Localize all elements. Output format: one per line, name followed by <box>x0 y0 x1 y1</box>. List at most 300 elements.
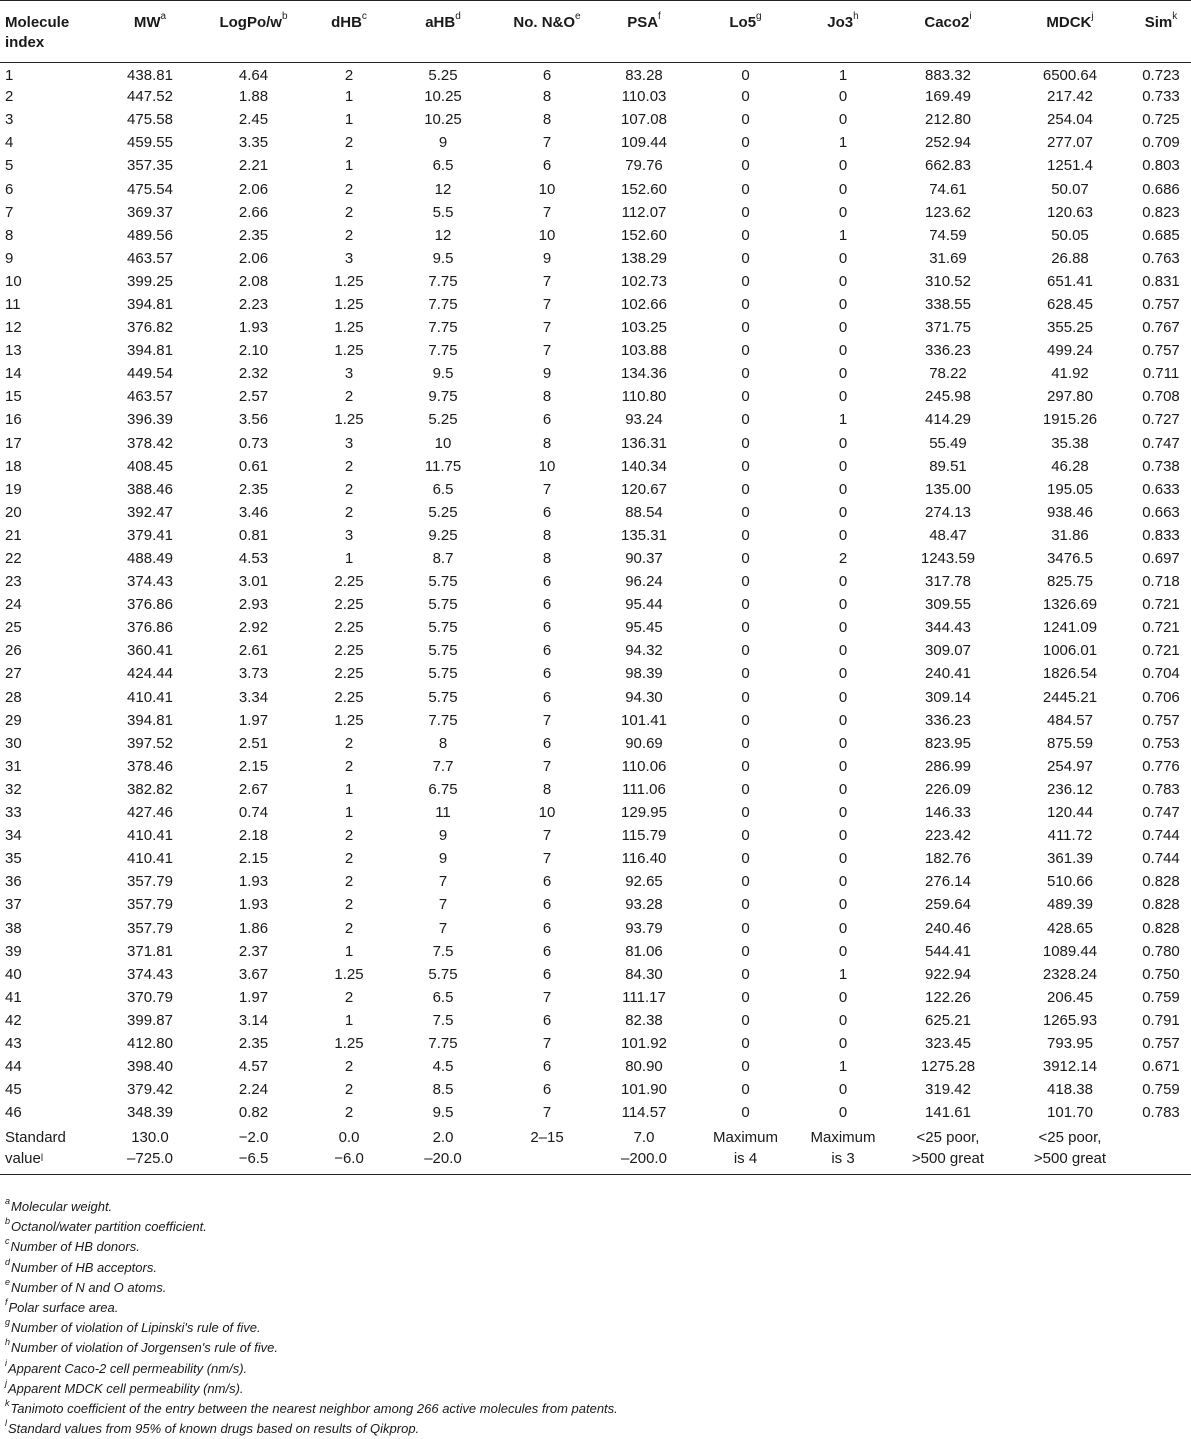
cell-psa: 102.66 <box>621 295 667 313</box>
cell-sim: 0.744 <box>1142 827 1180 845</box>
table-row <box>0 1056 1191 1079</box>
footnotes <box>5 1197 1135 1439</box>
cell-mdck: 499.24 <box>1047 342 1093 360</box>
column-header-label: MDCK <box>1046 14 1092 31</box>
table-row <box>0 363 1191 386</box>
cell-psa: 107.08 <box>621 111 667 129</box>
cell-molecule-index: 17 <box>5 434 22 452</box>
table-row <box>0 155 1191 178</box>
column-header-psa <box>596 1 692 63</box>
cell-no-n-o: 8 <box>542 88 552 106</box>
cell-no-n-o: 10 <box>538 457 556 475</box>
cell-mw: 379.41 <box>127 526 173 544</box>
cell-psa: 110.80 <box>621 388 667 406</box>
cell-lo5: 0 <box>741 850 750 868</box>
cell-ahb: 9.5 <box>432 365 454 383</box>
cell-caco2: 344.43 <box>925 619 971 637</box>
standard-value-line: Maximum <box>810 1128 876 1146</box>
cell-jo3: 1 <box>838 1058 848 1076</box>
cell-no-n-o: 9 <box>542 365 552 383</box>
cell-dhb: 2 <box>344 827 354 845</box>
cell-jo3: 0 <box>838 827 848 845</box>
cell-caco2: 309.07 <box>925 642 971 660</box>
cell-caco2: 240.46 <box>925 919 971 937</box>
cell-logpo-w: 1.97 <box>238 711 269 729</box>
column-header-dhb <box>310 1 388 63</box>
cell-jo3: 1 <box>838 965 848 983</box>
footnote-k <box>5 1399 1135 1419</box>
cell-sim: 0.753 <box>1142 734 1180 752</box>
cell-dhb: 2 <box>344 850 354 868</box>
cell-lo5: 0 <box>741 1034 750 1052</box>
column-header-molecule-index <box>0 1 103 63</box>
cell-sim: 0.759 <box>1142 988 1180 1006</box>
cell-molecule-index: 10 <box>5 272 22 290</box>
cell-logpo-w: 3.01 <box>238 573 269 591</box>
cell-psa: 90.37 <box>625 550 663 568</box>
cell-lo5: 0 <box>741 526 750 544</box>
cell-molecule-index: 16 <box>5 411 22 429</box>
cell-logpo-w: 2.18 <box>238 827 269 845</box>
column-header-label: dHB <box>331 14 362 31</box>
cell-mw: 396.39 <box>127 411 173 429</box>
column-header-mw <box>103 1 197 63</box>
cell-logpo-w: 1.88 <box>238 88 269 106</box>
table-row <box>0 1009 1191 1032</box>
cell-psa: 103.25 <box>621 319 667 337</box>
cell-mdck: 411.72 <box>1047 827 1093 845</box>
cell-dhb: 3 <box>344 526 354 544</box>
cell-lo5: 0 <box>741 226 750 244</box>
footnote-text: Apparent Caco-2 cell permeability (nm/s). <box>8 1360 248 1376</box>
cell-dhb: 1.25 <box>334 711 364 729</box>
cell-sim: 0.704 <box>1142 665 1180 683</box>
cell-jo3: 0 <box>838 480 848 498</box>
cell-logpo-w: 2.93 <box>238 596 269 614</box>
cell-psa: 120.67 <box>621 480 667 498</box>
cell-mw: 438.81 <box>127 67 173 85</box>
cell-dhb: 2 <box>344 67 354 85</box>
cell-caco2: 135.00 <box>925 480 971 498</box>
cell-mdck: 2445.21 <box>1042 688 1098 706</box>
table-row <box>0 86 1191 109</box>
cell-mw: 412.80 <box>127 1034 173 1052</box>
standard-value-line: 2.0 <box>432 1128 454 1146</box>
cell-mw: 371.81 <box>127 942 173 960</box>
cell-mw: 399.25 <box>127 272 173 290</box>
cell-psa: 112.07 <box>621 203 667 221</box>
cell-psa: 94.32 <box>625 642 663 660</box>
cell-molecule-index: 46 <box>5 1104 22 1122</box>
cell-no-n-o: 7 <box>542 342 552 360</box>
cell-mw: 410.41 <box>127 850 173 868</box>
cell-psa: 98.39 <box>625 665 663 683</box>
cell-no-n-o: 6 <box>542 619 552 637</box>
footnote-l <box>5 1419 1135 1439</box>
cell-no-n-o: 6 <box>542 67 552 85</box>
cell-mdck: 361.39 <box>1047 850 1093 868</box>
cell-no-n-o: 8 <box>542 434 552 452</box>
cell-jo3: 0 <box>838 873 848 891</box>
cell-caco2: 625.21 <box>925 1011 971 1029</box>
cell-molecule-index: 38 <box>5 919 22 937</box>
cell-logpo-w: 2.51 <box>238 734 269 752</box>
column-header-sim <box>1131 1 1191 63</box>
cell-jo3: 0 <box>838 111 848 129</box>
cell-psa: 102.73 <box>621 272 667 290</box>
table-row <box>0 409 1191 432</box>
standard-value-line: −6.0 <box>334 1149 364 1167</box>
cell-mw: 394.81 <box>127 342 173 360</box>
cell-jo3: 0 <box>838 596 848 614</box>
cell-lo5: 0 <box>741 573 750 591</box>
cell-psa: 93.28 <box>625 896 663 914</box>
cell-sim: 0.763 <box>1142 249 1180 267</box>
cell-caco2: 414.29 <box>925 411 971 429</box>
cell-mw: 394.81 <box>127 711 173 729</box>
cell-lo5: 0 <box>741 827 750 845</box>
cell-jo3: 0 <box>838 804 848 822</box>
cell-ahb: 9.75 <box>428 388 458 406</box>
footnote-mark: b <box>5 1216 11 1227</box>
cell-mw: 376.82 <box>127 319 173 337</box>
cell-sim: 0.697 <box>1142 550 1180 568</box>
cell-ahb: 12 <box>434 180 452 198</box>
footnote-mark: h <box>853 11 859 22</box>
cell-ahb: 4.5 <box>432 1058 454 1076</box>
cell-molecule-index: 34 <box>5 827 22 845</box>
cell-no-n-o: 7 <box>542 319 552 337</box>
cell-molecule-index: 37 <box>5 896 22 914</box>
cell-sim: 0.828 <box>1142 919 1180 937</box>
cell-ahb: 10.25 <box>424 111 462 129</box>
cell-mw: 398.40 <box>127 1058 173 1076</box>
cell-sim: 0.727 <box>1142 411 1180 429</box>
cell-molecule-index: 32 <box>5 780 22 798</box>
standard-value-line: –725.0 <box>127 1149 173 1167</box>
cell-ahb: 9.25 <box>428 526 458 544</box>
footnote-mark: e <box>575 11 581 22</box>
cell-jo3: 0 <box>838 665 848 683</box>
cell-ahb: 8.5 <box>432 1081 454 1099</box>
table-row <box>0 1032 1191 1055</box>
cell-ahb: 5.75 <box>428 642 458 660</box>
standard-value-cell <box>197 1125 310 1175</box>
cell-psa: 111.17 <box>622 988 666 1006</box>
cell-molecule-index: 24 <box>5 596 22 614</box>
standard-value-line: Maximum <box>712 1128 778 1146</box>
table-row <box>0 825 1191 848</box>
footnote-b <box>5 1217 1135 1237</box>
cell-caco2: 182.76 <box>925 850 971 868</box>
cell-ahb: 11.75 <box>424 457 462 475</box>
cell-caco2: 371.75 <box>925 319 971 337</box>
cell-sim: 0.721 <box>1142 596 1180 614</box>
cell-psa: 88.54 <box>625 503 663 521</box>
cell-no-n-o: 8 <box>542 526 552 544</box>
standard-value-cell <box>692 1125 799 1175</box>
table-row <box>0 640 1191 663</box>
table-row <box>0 224 1191 247</box>
cell-mw: 410.41 <box>127 827 173 845</box>
cell-lo5: 0 <box>741 67 750 85</box>
cell-mdck: 628.45 <box>1047 295 1093 313</box>
cell-no-n-o: 6 <box>542 573 552 591</box>
cell-mdck: 1251.4 <box>1047 157 1093 175</box>
cell-ahb: 8.7 <box>432 550 454 568</box>
cell-dhb: 2.25 <box>334 619 364 637</box>
cell-caco2: 223.42 <box>925 827 971 845</box>
cell-lo5: 0 <box>741 665 750 683</box>
footnote-text: Number of N and O atoms. <box>11 1279 167 1295</box>
cell-caco2: 146.33 <box>925 804 971 822</box>
cell-ahb: 10 <box>434 434 452 452</box>
cell-caco2: 544.41 <box>925 942 971 960</box>
cell-mw: 447.52 <box>127 88 173 106</box>
footnote-mark: f <box>5 1296 8 1307</box>
footnote-mark: d <box>5 1256 11 1267</box>
table-row <box>0 894 1191 917</box>
cell-mdck: 41.92 <box>1051 365 1089 383</box>
cell-jo3: 0 <box>838 272 848 290</box>
cell-lo5: 0 <box>741 711 750 729</box>
cell-molecule-index: 33 <box>5 804 22 822</box>
table-row <box>0 686 1191 709</box>
cell-logpo-w: 2.45 <box>238 111 269 129</box>
cell-molecule-index: 22 <box>5 550 22 568</box>
cell-mw: 410.41 <box>127 688 173 706</box>
cell-dhb: 2 <box>344 480 354 498</box>
footnote-mark: j <box>5 1377 7 1388</box>
cell-sim: 0.757 <box>1142 711 1180 729</box>
cell-lo5: 0 <box>741 1011 750 1029</box>
cell-mw: 489.56 <box>127 226 173 244</box>
cell-mw: 379.42 <box>127 1081 173 1099</box>
column-header-no-n-o <box>498 1 596 63</box>
cell-psa: 110.03 <box>621 88 667 106</box>
cell-lo5: 0 <box>741 873 750 891</box>
cell-logpo-w: 1.97 <box>238 988 269 1006</box>
footnote-c <box>5 1237 1135 1257</box>
cell-psa: 109.44 <box>621 134 667 152</box>
cell-sim: 0.828 <box>1142 896 1180 914</box>
cell-caco2: 141.61 <box>925 1104 971 1122</box>
cell-dhb: 1 <box>344 111 354 129</box>
cell-mw: 360.41 <box>127 642 173 660</box>
cell-molecule-index: 15 <box>5 388 22 406</box>
cell-lo5: 0 <box>741 919 750 937</box>
cell-logpo-w: 2.08 <box>238 272 269 290</box>
cell-lo5: 0 <box>741 157 750 175</box>
cell-mdck: 510.66 <box>1047 873 1093 891</box>
cell-sim: 0.709 <box>1142 134 1180 152</box>
cell-molecule-index: 28 <box>5 688 22 706</box>
cell-ahb: 6.5 <box>432 480 454 498</box>
column-header-label: Molecule index <box>5 14 70 51</box>
cell-sim: 0.783 <box>1142 780 1180 798</box>
cell-mw: 397.52 <box>127 734 173 752</box>
cell-caco2: 309.55 <box>925 596 971 614</box>
cell-mw: 488.49 <box>127 550 173 568</box>
cell-lo5: 0 <box>741 734 750 752</box>
cell-dhb: 2 <box>344 457 354 475</box>
cell-mw: 357.35 <box>127 157 173 175</box>
cell-jo3: 0 <box>838 526 848 544</box>
cell-lo5: 0 <box>741 411 750 429</box>
cell-ahb: 5.75 <box>428 665 458 683</box>
cell-molecule-index: 30 <box>5 734 22 752</box>
cell-mdck: 825.75 <box>1047 573 1093 591</box>
cell-ahb: 7 <box>438 919 448 937</box>
cell-logpo-w: 2.15 <box>238 850 269 868</box>
cell-ahb: 6.5 <box>432 157 454 175</box>
table-row <box>0 802 1191 825</box>
footnote-mark: a <box>160 11 167 22</box>
cell-no-n-o: 7 <box>542 757 552 775</box>
cell-logpo-w: 2.06 <box>238 249 269 267</box>
table-row <box>0 201 1191 224</box>
column-header-label: MW <box>133 14 161 31</box>
table-row <box>0 432 1191 455</box>
cell-no-n-o: 7 <box>542 480 552 498</box>
cell-logpo-w: 2.32 <box>238 365 269 383</box>
cell-caco2: 336.23 <box>925 711 971 729</box>
cell-caco2: 259.64 <box>925 896 971 914</box>
cell-mw: 463.57 <box>127 388 173 406</box>
column-header-caco2 <box>887 1 1009 63</box>
cell-logpo-w: 2.92 <box>238 619 269 637</box>
cell-ahb: 7.75 <box>428 711 458 729</box>
cell-molecule-index: 43 <box>5 1034 22 1052</box>
footnote-text: Octanol/water partition coefficient. <box>11 1219 207 1235</box>
standard-value-cell <box>887 1125 1009 1175</box>
table-row <box>0 524 1191 547</box>
cell-caco2: 240.41 <box>925 665 971 683</box>
cell-psa: 134.36 <box>621 365 667 383</box>
cell-lo5: 0 <box>741 249 750 267</box>
cell-mdck: 1326.69 <box>1042 596 1098 614</box>
cell-sim: 0.757 <box>1142 342 1180 360</box>
cell-dhb: 2 <box>344 896 354 914</box>
cell-dhb: 1 <box>344 88 354 106</box>
cell-psa: 135.31 <box>621 526 667 544</box>
table-row <box>0 732 1191 755</box>
cell-mdck: 1915.26 <box>1042 411 1098 429</box>
cell-dhb: 1.25 <box>334 965 364 983</box>
cell-mw: 357.79 <box>127 919 173 937</box>
cell-no-n-o: 6 <box>542 596 552 614</box>
cell-dhb: 2.25 <box>334 665 364 683</box>
cell-mdck: 3912.14 <box>1042 1058 1098 1076</box>
cell-mw: 370.79 <box>127 988 173 1006</box>
cell-no-n-o: 7 <box>542 827 552 845</box>
standard-value-line: −6.5 <box>238 1149 269 1167</box>
footnote-mark: d <box>455 11 461 22</box>
cell-caco2: 1243.59 <box>920 550 976 568</box>
cell-jo3: 0 <box>838 88 848 106</box>
cell-sim: 0.671 <box>1142 1058 1180 1076</box>
cell-mw: 408.45 <box>127 457 173 475</box>
table-row <box>0 340 1191 363</box>
table-row <box>0 663 1191 686</box>
cell-caco2: 276.14 <box>925 873 971 891</box>
footnote-mark: j <box>1091 11 1094 22</box>
cell-caco2: 338.55 <box>925 295 971 313</box>
cell-caco2: 48.47 <box>929 526 967 544</box>
cell-ahb: 7.75 <box>428 1034 458 1052</box>
cell-logpo-w: 2.21 <box>238 157 269 175</box>
cell-mw: 475.58 <box>127 111 173 129</box>
cell-ahb: 11 <box>435 804 451 822</box>
footnote-mark: c <box>361 11 367 22</box>
cell-no-n-o: 6 <box>542 734 552 752</box>
cell-ahb: 9.5 <box>432 249 454 267</box>
cell-logpo-w: 3.14 <box>238 1011 269 1029</box>
table-header-row <box>0 1 1191 63</box>
cell-ahb: 8 <box>438 734 448 752</box>
cell-sim: 0.718 <box>1142 573 1180 591</box>
cell-lo5: 0 <box>741 457 750 475</box>
cell-lo5: 0 <box>741 180 750 198</box>
cell-logpo-w: 0.82 <box>238 1104 269 1122</box>
cell-sim: 0.633 <box>1142 480 1180 498</box>
cell-molecule-index: 44 <box>5 1058 22 1076</box>
cell-molecule-index: 2 <box>5 88 14 106</box>
cell-no-n-o: 7 <box>542 203 552 221</box>
cell-mw: 348.39 <box>127 1104 173 1122</box>
cell-psa: 93.79 <box>625 919 663 937</box>
cell-ahb: 5.75 <box>428 619 458 637</box>
cell-dhb: 3 <box>344 365 354 383</box>
cell-mdck: 2328.24 <box>1042 965 1098 983</box>
cell-no-n-o: 6 <box>542 157 552 175</box>
footnote-mark: e <box>5 1276 11 1287</box>
cell-mdck: 1826.54 <box>1042 665 1098 683</box>
cell-logpo-w: 2.37 <box>238 942 269 960</box>
cell-molecule-index: 18 <box>5 457 22 475</box>
cell-jo3: 0 <box>838 642 848 660</box>
cell-mdck: 254.04 <box>1047 111 1093 129</box>
cell-jo3: 1 <box>838 226 848 244</box>
cell-molecule-index: 23 <box>5 573 22 591</box>
cell-caco2: 336.23 <box>925 342 971 360</box>
cell-psa: 101.92 <box>621 1034 667 1052</box>
cell-molecule-index: 41 <box>5 988 22 1006</box>
table-row <box>0 547 1191 570</box>
cell-mw: 382.82 <box>127 780 173 798</box>
standard-value-cell <box>498 1125 596 1175</box>
table-row <box>0 63 1191 86</box>
footnote-mark: k <box>5 1397 10 1408</box>
cell-no-n-o: 6 <box>542 873 552 891</box>
footnote-text: Standard values from 95% of known drugs based on results of Qikprop. <box>8 1421 420 1437</box>
cell-logpo-w: 2.23 <box>238 295 269 313</box>
cell-ahb: 5.75 <box>428 688 458 706</box>
cell-sim: 0.686 <box>1142 180 1180 198</box>
column-header-label: Sim <box>1144 14 1173 31</box>
footnote-mark: c <box>5 1236 10 1247</box>
cell-no-n-o: 6 <box>542 503 552 521</box>
cell-caco2: 286.99 <box>925 757 971 775</box>
cell-sim: 0.721 <box>1142 619 1180 637</box>
cell-no-n-o: 7 <box>542 295 552 313</box>
cell-logpo-w: 2.61 <box>238 642 269 660</box>
cell-ahb: 5.25 <box>428 503 458 521</box>
cell-ahb: 5.25 <box>428 411 458 429</box>
cell-no-n-o: 7 <box>542 988 552 1006</box>
cell-lo5: 0 <box>741 757 750 775</box>
table-row <box>0 617 1191 640</box>
